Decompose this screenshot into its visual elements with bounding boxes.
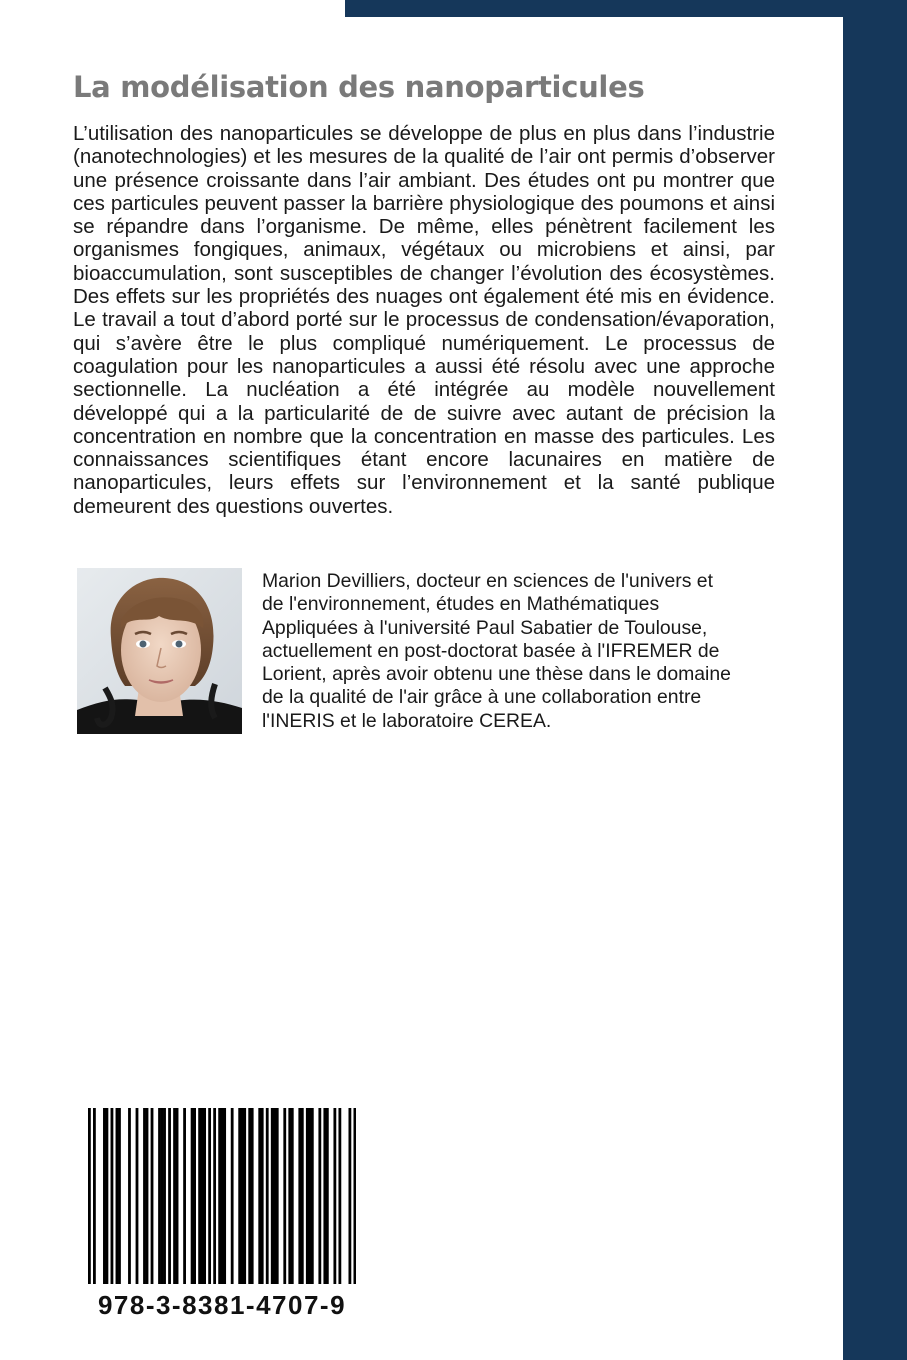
barcode-bar xyxy=(221,1108,224,1284)
barcode-bar xyxy=(151,1108,154,1284)
barcode-bar xyxy=(326,1108,329,1284)
bio-line: Appliquées à l'université Paul Sabatier de Toulouse, xyxy=(262,616,708,639)
barcode-bar xyxy=(168,1108,171,1284)
author-bio xyxy=(262,570,782,733)
barcode-bar xyxy=(176,1108,179,1284)
bio-line: Marion Devilliers, docteur en sciences de l'univers et xyxy=(262,570,713,592)
barcode-bar xyxy=(298,1108,301,1284)
barcode-bar xyxy=(258,1108,261,1284)
barcode-bar xyxy=(111,1108,114,1284)
barcode-bar xyxy=(88,1108,91,1284)
bio-line: l'INERIS et le laboratoire CEREA. xyxy=(262,709,552,732)
bio-line: actuellement en post-doctorat basée à l'IFREMER de xyxy=(262,639,720,662)
barcode-bar xyxy=(306,1108,309,1284)
barcode-bar xyxy=(301,1108,304,1284)
abstract-text: L’utilisation des nanoparticules se développe de plus en plus dans l’industrie (nanotechnologies) et les mesures de la qualité de l’air ont permis d’observer une présence croissante dans l’air ambiant. Des études ont pu montrer que ces particules peuvent passer la barrière physiologique des poumons et ainsi se répandre dans l’organisme. De même, elles pénètrent facilement les organismes fongiques, animaux, végétaux ou microbiens et ainsi, par bioaccumulation, sont susceptibles de changer l’évolution des écosystèmes. Des effets sur les propriétés des nuages ont également été mis en évidence. Le travail a tout d’abord porté sur le processus de condensation/évaporation, qui s’avère être le plus compliqué numériquement. Le processus de coagulation pour les nanoparticules a aussi été résolu avec une approche sectionnelle. La nucléation a été intégrée au modèle nouvellement développé qui a la particularité de de suivre avec autant de précision la concentration en nombre que la concentration en masse des particules. Les connaissances scientifiques étant encore lacunaires en matière de nanoparticules, leurs effets sur l’environnement et la santé publique demeurent des questions ouvertes. xyxy=(73,122,775,518)
barcode-bar xyxy=(201,1108,204,1284)
barcode-bar xyxy=(218,1108,221,1284)
barcode-bar xyxy=(136,1108,139,1284)
barcode-bar xyxy=(103,1108,106,1284)
barcode-bar xyxy=(243,1108,246,1284)
barcode-bar xyxy=(208,1108,211,1284)
bio-line: Lorient, après avoir obtenu une thèse dans le domaine xyxy=(262,663,731,686)
barcode-bar xyxy=(128,1108,131,1284)
barcode-bar xyxy=(348,1108,351,1284)
book-title: La modélisation des nanoparticules xyxy=(73,70,645,104)
author-photo xyxy=(77,568,242,734)
barcode-bar xyxy=(183,1108,186,1284)
barcode-bar xyxy=(241,1108,244,1284)
barcode-bar xyxy=(93,1108,96,1284)
side-color-band xyxy=(843,0,907,1360)
barcode-bar xyxy=(323,1108,326,1284)
barcode-bar xyxy=(311,1108,314,1284)
barcode-bar xyxy=(333,1108,336,1284)
barcode-bar xyxy=(266,1108,269,1284)
barcode-bar xyxy=(193,1108,196,1284)
barcode-bar xyxy=(143,1108,146,1284)
barcode-bar xyxy=(116,1108,119,1284)
bio-line: de la qualité de l'air grâce à une collaboration entre xyxy=(262,686,702,709)
barcode-bar xyxy=(198,1108,201,1284)
barcode-bar xyxy=(118,1108,121,1284)
barcode-bar xyxy=(191,1108,194,1284)
barcode-bar xyxy=(173,1108,176,1284)
barcode-bar xyxy=(238,1108,241,1284)
barcode-bar xyxy=(271,1108,274,1284)
barcode-bar xyxy=(158,1108,161,1284)
barcode-bar xyxy=(291,1108,294,1284)
barcode-bar xyxy=(283,1108,286,1284)
barcode-bar xyxy=(308,1108,311,1284)
barcode-bar xyxy=(203,1108,206,1284)
barcode-bar xyxy=(213,1108,216,1284)
barcode-bar xyxy=(288,1108,291,1284)
barcode-bar xyxy=(248,1108,251,1284)
barcode-bar xyxy=(161,1108,164,1284)
barcode-bar xyxy=(318,1108,321,1284)
barcode xyxy=(88,1108,356,1284)
barcode-bar xyxy=(261,1108,264,1284)
barcode-bar xyxy=(146,1108,149,1284)
barcode-bar xyxy=(163,1108,166,1284)
bio-line: de l'environnement, études en Mathématiques xyxy=(262,593,660,616)
barcode-bar xyxy=(354,1108,357,1284)
barcode-bar xyxy=(338,1108,341,1284)
barcode-bar xyxy=(106,1108,109,1284)
barcode-bar xyxy=(223,1108,226,1284)
barcode-bar xyxy=(276,1108,279,1284)
barcode-bar xyxy=(251,1108,254,1284)
isbn-number: 978-3-8381-4707-9 xyxy=(97,1290,347,1320)
barcode-bar xyxy=(231,1108,234,1284)
top-color-band xyxy=(345,0,907,17)
barcode-bar xyxy=(273,1108,276,1284)
